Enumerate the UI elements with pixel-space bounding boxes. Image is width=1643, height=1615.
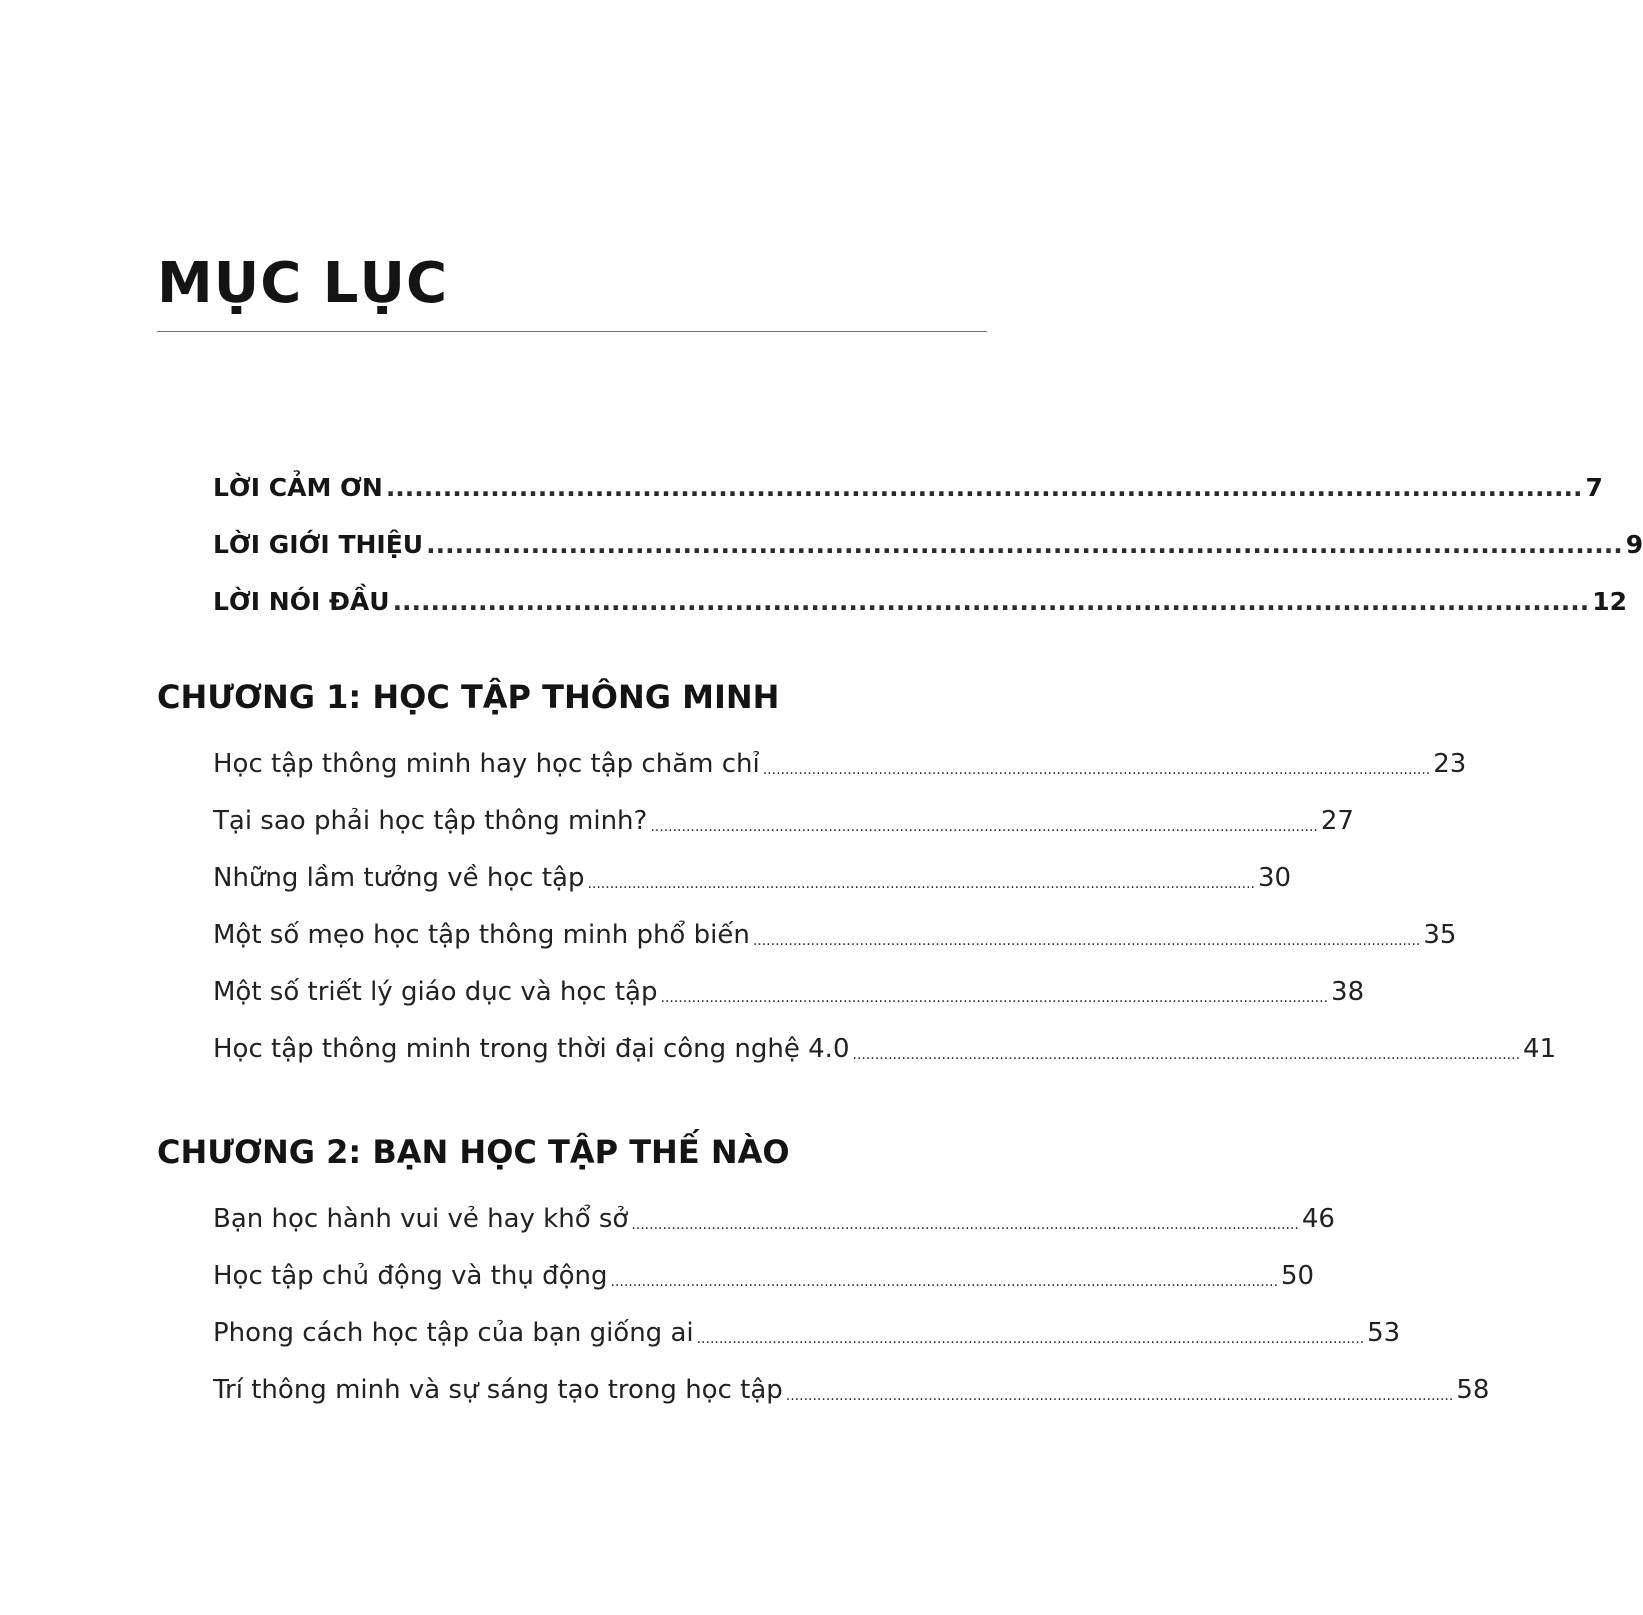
toc-entry-label: Một số triết lý giáo dục và học tập — [213, 977, 658, 1007]
toc-entry-label: Phong cách học tập của bạn giống ai — [213, 1318, 694, 1348]
toc-entry[interactable] — [213, 1369, 1490, 1407]
dot-leader: ...................................................................................................................................................... — [610, 1274, 1279, 1290]
toc-entry-label: Những lầm tưởng về học tập — [213, 863, 585, 893]
toc-entry[interactable] — [213, 1312, 1401, 1350]
toc-entry-label: Một số mẹo học tập thông minh phổ biến — [213, 920, 750, 950]
toc-entry[interactable] — [213, 743, 1467, 781]
toc-entry[interactable] — [213, 1028, 1557, 1066]
dot-leader: ...................................................................................................................................................... — [752, 933, 1421, 949]
toc-entry-page-number: 7 — [1585, 473, 1603, 502]
toc-entry-label: LỜI GIỚI THIỆU — [213, 530, 424, 559]
toc-entry[interactable] — [213, 914, 1457, 952]
toc-entry-page-number: 9 — [1625, 530, 1643, 559]
toc-entry-label: Trí thông minh và sự sáng tạo trong học tập — [213, 1375, 783, 1405]
toc-entry-label: Tại sao phải học tập thông minh? — [213, 806, 648, 836]
dot-leader: ...................................................................................................................................................... — [762, 762, 1431, 778]
toc-entry-label: LỜI NÓI ĐẦU — [213, 587, 390, 616]
toc-entry-acknowledgements[interactable] — [213, 467, 1603, 505]
toc-entry-label: Bạn học hành vui vẻ hay khổ sở — [213, 1204, 629, 1234]
toc-entry-page-number: 30 — [1257, 863, 1292, 893]
dot-leader: .............................................................................................................................. — [426, 530, 1623, 559]
toc-entry-page-number: 27 — [1320, 806, 1354, 836]
toc-entry-page-number: 50 — [1281, 1261, 1315, 1291]
dot-leader: ...................................................................................................................................................... — [587, 876, 1255, 892]
chapter-1-heading[interactable]: CHƯƠNG 1: HỌC TẬP THÔNG MINH — [157, 678, 780, 716]
toc-entry[interactable] — [213, 1198, 1335, 1236]
toc-entry[interactable] — [213, 857, 1292, 895]
dot-leader: ...................................................................................................................................................... — [660, 990, 1329, 1006]
toc-entry-label: Học tập chủ động và thụ động — [213, 1261, 608, 1291]
toc-entry[interactable] — [213, 1255, 1315, 1293]
toc-entry[interactable] — [213, 971, 1365, 1009]
toc-entry-page-number: 38 — [1331, 977, 1365, 1007]
toc-entry-page-number: 35 — [1423, 920, 1457, 950]
toc-entry-page-number: 23 — [1433, 749, 1467, 779]
toc-entry-page-number: 46 — [1301, 1204, 1335, 1234]
dot-leader: .............................................................................................................................. — [392, 587, 1590, 616]
toc-entry-introduction[interactable] — [213, 524, 1643, 562]
toc-entry-preface[interactable] — [213, 581, 1627, 619]
dot-leader: ...................................................................................................................................................... — [696, 1331, 1365, 1347]
dot-leader: ...................................................................................................................................................... — [631, 1217, 1299, 1233]
toc-entry-page-number: 41 — [1523, 1034, 1557, 1064]
title-divider — [157, 331, 987, 332]
toc-entry[interactable] — [213, 800, 1354, 838]
dot-leader: ...................................................................................................................................................... — [785, 1388, 1454, 1404]
dot-leader: ...................................................................................................................................................... — [650, 819, 1318, 835]
toc-entry-page-number: 58 — [1456, 1375, 1490, 1405]
page-title: MỤC LỤC — [157, 251, 449, 316]
toc-entry-label: Học tập thông minh trong thời đại công nghệ 4.0 — [213, 1034, 850, 1064]
toc-entry-page-number: 53 — [1367, 1318, 1401, 1348]
dot-leader: .............................................................................................................................. — [385, 473, 1583, 502]
toc-entry-label: LỜI CẢM ƠN — [213, 473, 383, 502]
toc-entry-page-number: 12 — [1592, 587, 1627, 616]
toc-entry-label: Học tập thông minh hay học tập chăm chỉ — [213, 749, 760, 779]
chapter-2-heading[interactable]: CHƯƠNG 2: BẠN HỌC TẬP THẾ NÀO — [157, 1133, 790, 1171]
dot-leader: ...................................................................................................................................................... — [852, 1047, 1521, 1063]
